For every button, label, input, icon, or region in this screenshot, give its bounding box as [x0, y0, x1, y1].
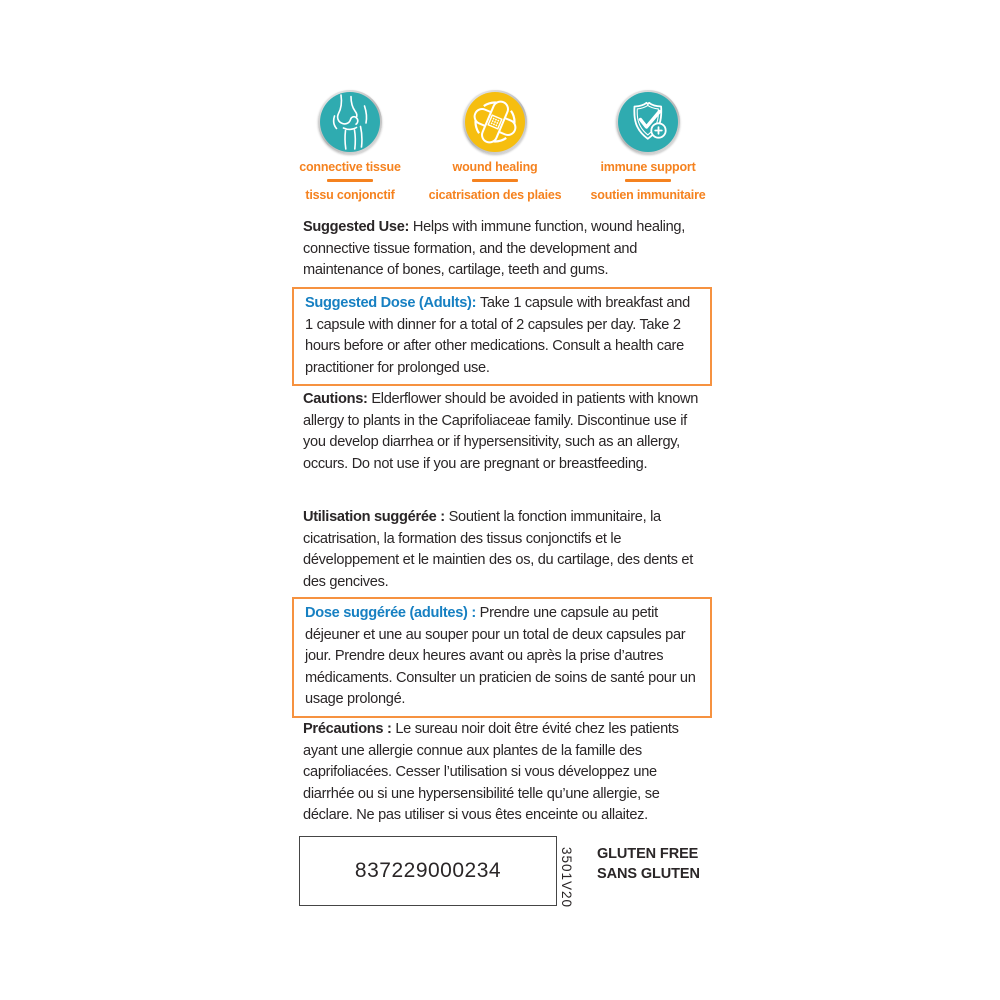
benefit-immune-support	[563, 90, 733, 202]
knee-joint-icon	[320, 92, 380, 152]
cautions-heading: Cautions:	[303, 391, 372, 407]
dose-suggeree-box	[292, 597, 712, 718]
benefit-divider	[625, 179, 671, 182]
section-cautions	[303, 389, 711, 475]
lot-code: 3501V20	[559, 847, 574, 909]
dose-suggeree-text	[305, 603, 701, 711]
benefit-divider	[327, 179, 373, 182]
suggested-dose-box	[292, 287, 712, 386]
suggested-dose-body: Take 1 capsule with breakfast and 1 capsule with dinner for a total of 2 capsules per day. Take 2 hours before or after other medications. Consult a health care practitioner for prolonged use.	[305, 295, 690, 376]
dose-suggeree-body: Prendre une capsule au petit déjeuner et une au souper pour un total de deux capsules par jour. Prendre deux heures avant ou après la prise d’autres médicaments. Consulter un praticien de soins de santé pour un usage prolongé.	[305, 605, 696, 707]
suggested-dose-heading: Suggested Dose (Adults):	[305, 295, 480, 311]
section-precautions	[303, 719, 711, 827]
section-suggested-use	[303, 217, 711, 282]
barcode-number: 837229000234	[354, 859, 502, 882]
icon-ring	[318, 90, 382, 154]
gluten-free-claim	[597, 845, 700, 884]
utilisation-body: Soutient la fonction immunitaire, la cicatrisation, la formation des tissus conjonctifs et le développement et le maintien des os, du cartilage, des dents et des gencives.	[303, 509, 693, 590]
benefit-label-en: wound healing	[452, 160, 538, 174]
barcode-box	[299, 836, 557, 906]
benefit-label-en: connective tissue	[299, 160, 401, 174]
benefit-wound-healing	[410, 90, 580, 202]
precautions-body: Le sureau noir doit être évité chez les patients ayant une allergie connue aux plantes de la famille des caprifoliacées. Cesser l’utilisation si vous développez une diarrhée ou si une hypersensibilité telle qu’une allergie, se déclare. Ne pas utiliser si vous êtes enceinte ou allaitez.	[303, 721, 679, 823]
gluten-free-fr: SANS GLUTEN	[597, 865, 700, 882]
benefit-label-fr: cicatrisation des plaies	[428, 188, 562, 202]
cautions-body: Elderflower should be avoided in patients with known allergy to plants in the Caprifoliaceae family. Discontinue use if you develop diarrhea or if hypersensitivity, such as an allergy, occurs. Do not use if you are pregnant or breastfeeding.	[303, 391, 699, 472]
suggested-dose-text	[305, 293, 701, 379]
utilisation-heading: Utilisation suggérée :	[303, 509, 449, 525]
gluten-free-en: GLUTEN FREE	[597, 846, 699, 862]
shield-check-plus-icon	[618, 92, 678, 152]
benefit-label-fr: soutien immunitaire	[590, 188, 706, 202]
icon-ring	[616, 90, 680, 154]
icon-ring	[463, 90, 527, 154]
benefit-label-fr: tissu conjonctif	[305, 188, 395, 202]
dose-suggeree-heading: Dose suggérée (adultes) :	[305, 605, 480, 621]
crossed-bandages-icon	[465, 92, 525, 152]
precautions-heading: Précautions :	[303, 721, 396, 737]
suggested-use-body: Helps with immune function, wound healing, connective tissue formation, and the development and maintenance of bones, cartilage, teeth and gums.	[303, 219, 685, 278]
benefit-label-en: immune support	[600, 160, 696, 174]
suggested-use-heading: Suggested Use:	[303, 219, 413, 235]
section-utilisation-suggeree	[303, 507, 711, 593]
benefit-divider	[472, 179, 518, 182]
